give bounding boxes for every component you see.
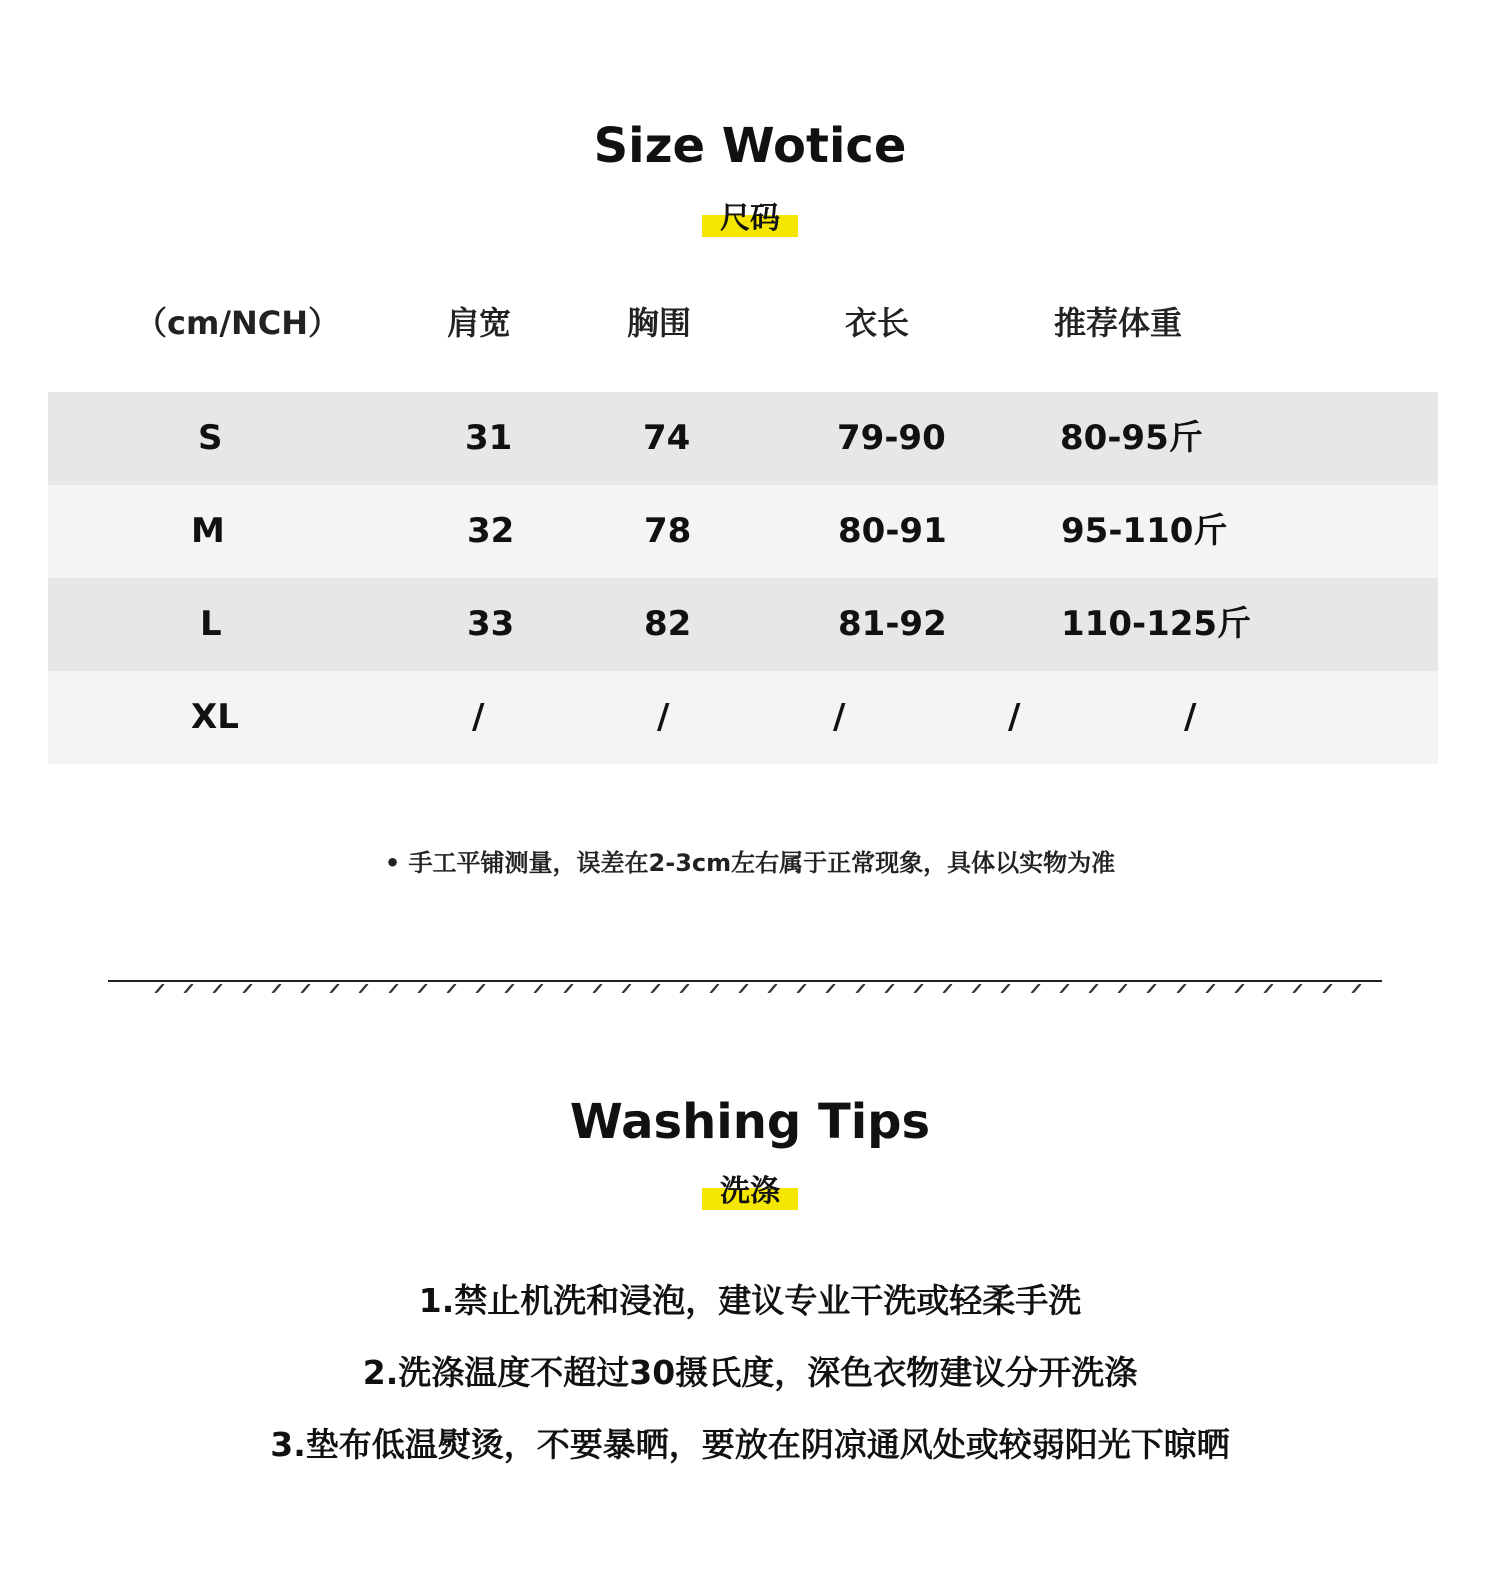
divider-tick (1176, 984, 1187, 993)
divider-tick (767, 984, 778, 993)
length-cell: 80-91 (838, 511, 947, 551)
shoulder-cell: 31 (465, 418, 513, 458)
divider-tick (446, 984, 457, 993)
divider-tick (1293, 984, 1304, 993)
divider-tick (942, 984, 953, 993)
divider-tick (592, 984, 603, 993)
divider-tick (1030, 984, 1041, 993)
divider-tick (417, 984, 428, 993)
header-weight: 推荐体重 (1054, 304, 1183, 342)
divider-tick (709, 984, 720, 993)
chest-cell: 82 (644, 604, 692, 644)
divider-tick (1322, 984, 1333, 993)
divider-tick (738, 984, 749, 993)
size-subtitle-wrap (0, 193, 1500, 237)
divider-tick (796, 984, 807, 993)
divider-tick (183, 984, 194, 993)
divider-tick (1117, 984, 1128, 993)
divider-tick (504, 984, 515, 993)
length-cell: 81-92 (838, 604, 947, 644)
weight-cell: 110-125斤 (1061, 604, 1252, 644)
divider-tick (242, 984, 253, 993)
table-row (48, 392, 1438, 485)
washing-tip: 2.洗涤温度不超过30摄氏度，深色衣物建议分开洗涤 (362, 1353, 1138, 1392)
divider-tick (913, 984, 924, 993)
divider-tick (359, 984, 370, 993)
divider-tick (1205, 984, 1216, 993)
extra-cell: / (1008, 697, 1021, 737)
divider-tick (534, 984, 545, 993)
washing-tips-list (0, 1275, 1500, 1491)
divider-tick (826, 984, 837, 993)
divider-tick (475, 984, 486, 993)
size-cell: XL (191, 697, 239, 737)
section-divider (108, 980, 1382, 982)
divider-tick (1234, 984, 1245, 993)
divider-tick (1059, 984, 1070, 993)
washing-tip: 3.垫布低温熨烫，不要暴晒，要放在阴凉通风处或较弱阳光下晾晒 (270, 1425, 1230, 1464)
size-subtitle (702, 193, 798, 237)
divider-tick (213, 984, 224, 993)
divider-tick (680, 984, 691, 993)
length-cell: 79-90 (837, 418, 946, 458)
header-chest: 胸围 (627, 304, 692, 342)
washing-tip: 1.禁止机洗和浸泡，建议专业干洗或轻柔手洗 (418, 1281, 1082, 1320)
length-cell: / (833, 697, 846, 737)
size-cell: S (198, 418, 223, 458)
table-row (48, 485, 1438, 578)
size-subtitle-text: 尺码 (720, 201, 780, 236)
divider-tick (388, 984, 399, 993)
divider-ticks (158, 984, 1358, 998)
divider-tick (329, 984, 340, 993)
header-unit: （cm/NCH） (135, 304, 341, 342)
divider-tick (1088, 984, 1099, 993)
washing-subtitle-wrap (0, 1166, 1500, 1210)
divider-tick (855, 984, 866, 993)
weight-cell: / (1184, 697, 1197, 737)
size-cell: M (191, 511, 225, 551)
divider-tick (621, 984, 632, 993)
washing-tips-title: Washing Tips (569, 1094, 931, 1150)
divider-tick (884, 984, 895, 993)
washing-subtitle (702, 1166, 798, 1210)
weight-cell: 95-110斤 (1061, 511, 1228, 551)
shoulder-cell: 33 (467, 604, 515, 644)
divider-tick (271, 984, 282, 993)
weight-cell: 80-95斤 (1060, 418, 1203, 458)
chest-cell: 78 (644, 511, 692, 551)
divider-tick (1147, 984, 1158, 993)
divider-tick (1001, 984, 1012, 993)
divider-tick (971, 984, 982, 993)
measurement-note: • 手工平铺测量，误差在2-3cm左右属于正常现象，具体以实物为准 (384, 849, 1116, 877)
size-cell: L (200, 604, 222, 644)
shoulder-cell: / (472, 697, 485, 737)
divider-tick (1351, 984, 1362, 993)
divider-tick (1263, 984, 1274, 993)
size-notice-title: Size Wotice (593, 118, 907, 174)
header-shoulder: 肩宽 (447, 304, 512, 342)
divider-tick (650, 984, 661, 993)
shoulder-cell: 32 (467, 511, 515, 551)
size-table-header (0, 298, 1500, 348)
divider-tick (563, 984, 574, 993)
divider-tick (154, 984, 165, 993)
divider-tick (300, 984, 311, 993)
chest-cell: / (657, 697, 670, 737)
chest-cell: 74 (643, 418, 691, 458)
washing-subtitle-text: 洗涤 (720, 1174, 780, 1209)
size-table (48, 392, 1438, 764)
header-length: 衣长 (845, 304, 910, 342)
table-row (48, 578, 1438, 671)
table-row (48, 671, 1438, 764)
